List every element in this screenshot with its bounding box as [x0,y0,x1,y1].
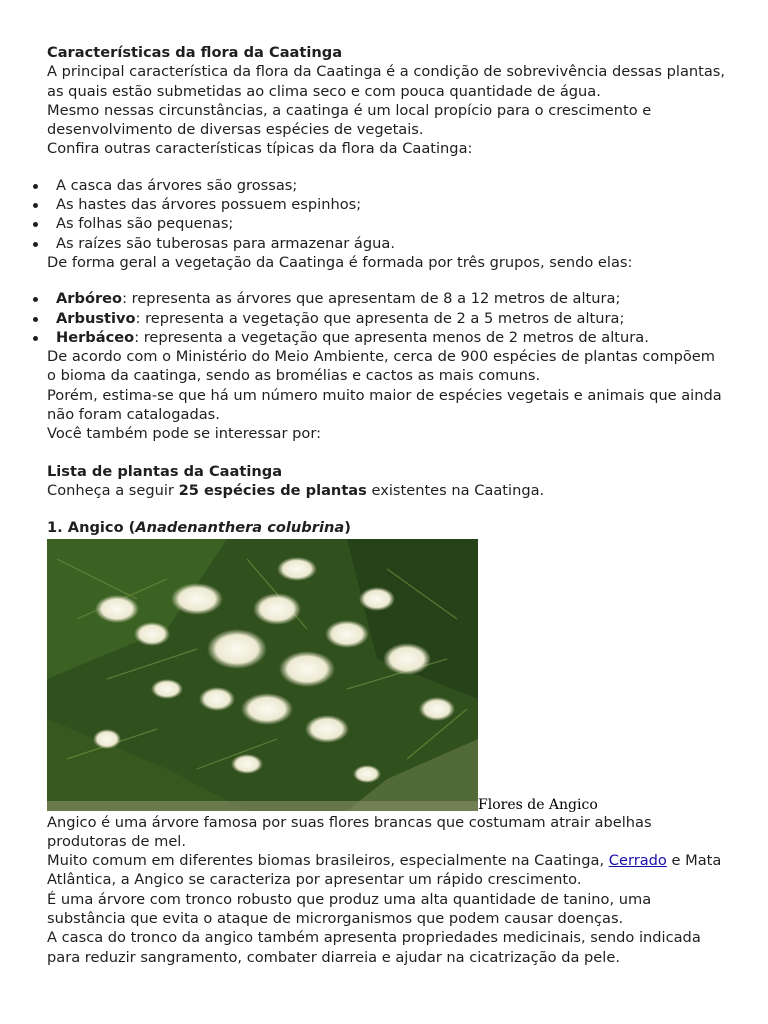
paragraph: De acordo com o Ministério do Meio Ambiente, cerca de 900 espécies de plantas compõem o bioma da caatinga, sendo as bromélias e cactos as mais comuns. [47,348,715,385]
paragraph: Muito comum em diferentes biomas brasileiros, especialmente na Caatinga, Cerrado e Mata Atlântica, a Angico se caracteriza por apresentar um rápido crescimento. [47,852,722,889]
section-heading-flora: Características da flora da Caatinga [47,44,343,61]
group-term: Arbóreo [56,290,123,308]
list-item [47,309,727,328]
list-item [47,289,727,308]
list-item [47,328,727,347]
list-item: As hastes das árvores possuem espinhos; [47,195,727,214]
list-item: As folhas são pequenas; [47,214,727,233]
list-item: As raízes são tuberosas para armazenar água. [47,234,727,253]
paragraph: Mesmo nessas circunstâncias, a caatinga é um local propício para o crescimento e desenvolvimento de diversas espécies de vegetais. [47,101,652,139]
paragraph: A casca do tronco da angico também apresenta propriedades medicinais, sendo indicada para reduzir sangramento, combater diarreia e ajudar na cicatrização da pele. [47,929,701,966]
paragraph: De forma geral a vegetação da Caatinga é formada por três grupos, sendo elas: [47,253,633,271]
angico-flowers-photo [47,539,478,811]
image-caption: Flores de Angico [478,796,598,813]
paragraph: Conheça a seguir 25 espécies de plantas existentes na Caatinga. [47,481,545,499]
group-description: : representa a vegetação que apresenta de 2 a 5 metros de altura; [135,309,625,327]
paragraph: Porém, estima-se que há um número muito maior de espécies vegetais e animais que ainda não foram catalogadas. [47,386,722,424]
characteristics-list [47,176,727,253]
list-item: A casca das árvores são grossas; [47,176,727,195]
paragraph: Confira outras características típicas da flora da Caatinga: [47,140,473,158]
vegetation-groups-list [47,289,727,347]
group-description: : representa as árvores que apresentam de 8 a 12 metros de altura; [122,290,621,308]
group-term: Herbáceo [56,328,135,346]
plant-title: 1. Angico (Anadenanthera colubrina) [47,519,351,537]
angico-figure [47,539,727,813]
group-term: Arbustivo [56,309,136,327]
paragraph: É uma árvore com tronco robusto que produz uma alta quantidade de tanino, uma substância que evita o ataque de microrganismos que podem causar doenças. [47,890,652,928]
paragraph: Angico é uma árvore famosa por suas flores brancas que costumam atrair abelhas produtoras de mel. [47,813,652,850]
section-heading-plant-list: Lista de plantas da Caatinga [47,462,283,480]
paragraph: Você também pode se interessar por: [47,425,321,443]
cerrado-link[interactable]: Cerrado [608,852,667,870]
document-body [47,43,727,967]
paragraph: A principal característica da flora da Caatinga é a condição de sobrevivência dessas plantas, as quais estão submetidas ao clima seco e com pouca quantidade de água. [47,63,726,100]
group-description: : representa a vegetação que apresenta menos de 2 metros de altura. [134,328,649,346]
